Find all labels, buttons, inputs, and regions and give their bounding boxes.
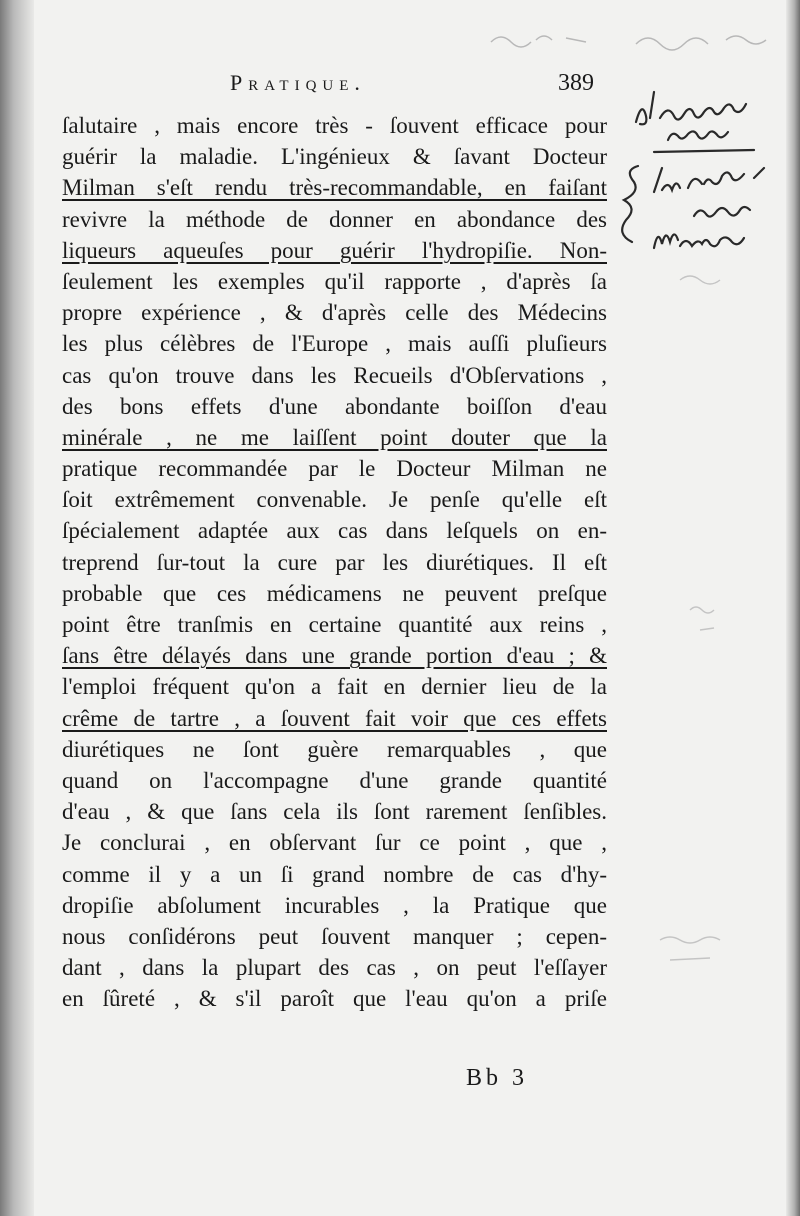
text-line: revivre la méthode de donner en abondance des (62, 206, 607, 232)
text-line: probable que ces médicamens ne peuvent preſque (62, 580, 607, 606)
text-line: Milman s'eſt rendu très-recommandable, en faiſant (62, 175, 607, 201)
text-line: dropiſie abſolument incurables , la Pratique que (62, 892, 607, 918)
page-number: 389 (558, 70, 594, 96)
body-text (62, 110, 607, 1014)
text-line: en ſûreté , & s'il paroît que l'eau qu'on a priſe (62, 986, 607, 1012)
text-line: crême de tartre , a ſouvent fait voir que ces effets (62, 705, 607, 731)
text-line: dant , dans la plupart des cas , on peut l'eſſayer (62, 955, 607, 981)
text-line: ſans être délayés dans une grande portion d'eau ; & (62, 643, 607, 669)
text-line: nous conſidérons peut ſouvent manquer ; cepen- (62, 923, 607, 949)
text-line: ſoit extrêmement convenable. Je penſe qu'elle eſt (62, 487, 607, 513)
text-line: des bons effets d'une abondante boiſſon d'eau (62, 393, 607, 419)
text-line: quand on l'accompagne d'une grande quantité (62, 767, 607, 793)
text-line: comme il y a un ſi grand nombre de cas d'hy- (62, 861, 607, 887)
running-head: Pratique. (230, 70, 366, 95)
text-line: liqueurs aqueuſes pour guérir l'hydropiſie. Non- (62, 237, 607, 263)
text-line: Je conclurai , en obſervant ſur ce point , que , (62, 830, 607, 856)
text-line: les plus célèbres de l'Europe , mais auſſi pluſieurs (62, 331, 607, 357)
signature-mark: Bb 3 (466, 1065, 529, 1091)
binding-shadow (0, 0, 34, 1216)
text-line: diurétiques ne ſont guère remarquables , que (62, 736, 607, 762)
handwritten-marginal-note (614, 80, 794, 280)
text-line: ſeulement les exemples qu'il rapporte , d'après ſa (62, 268, 607, 294)
text-line: guérir la maladie. L'ingénieux & ſavant Docteur (62, 144, 607, 170)
text-line: cas qu'on trouve dans les Recueils d'Obſervations , (62, 362, 607, 388)
faint-top-handwriting (486, 20, 786, 60)
text-line: point être tranſmis en certaine quantité aux reins , (62, 612, 607, 637)
faint-bleedthrough-marks (640, 260, 780, 980)
text-line: minérale , ne me laiſſent point douter que la (62, 424, 607, 450)
text-line: treprend ſur-tout la cure par les diurétiques. Il eſt (62, 549, 607, 575)
text-line: propre expérience , & d'après celle des Médecins (62, 300, 607, 326)
text-line: pratique recommandée par le Docteur Milman ne (62, 456, 607, 482)
text-line: d'eau , & que ſans cela ils ſont rarement ſenſibles. (62, 799, 607, 825)
text-line: ſpécialement adaptée aux cas dans leſquels on en- (62, 518, 607, 544)
text-line: l'emploi fréquent qu'on a fait en dernier lieu de la (62, 674, 607, 700)
text-line: ſalutaire , mais encore très - ſouvent efficace pour (62, 113, 607, 138)
